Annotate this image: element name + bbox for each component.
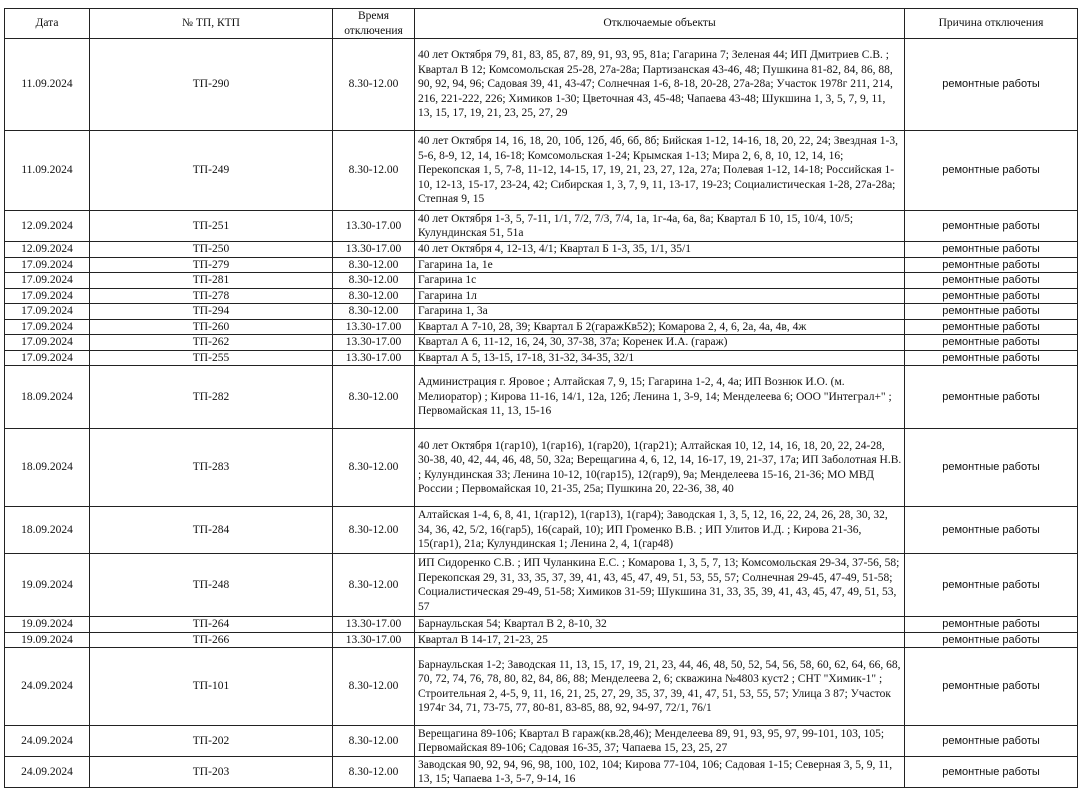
cell-tp: ТП-255 bbox=[90, 350, 333, 366]
cell-date: 17.09.2024 bbox=[5, 319, 90, 335]
cell-objects: Квартал В 14-17, 21-23, 25 bbox=[415, 632, 905, 648]
table-row bbox=[5, 429, 1078, 507]
table-row bbox=[5, 335, 1078, 351]
outage-schedule-table bbox=[4, 8, 1078, 788]
cell-tp: ТП-294 bbox=[90, 304, 333, 320]
cell-tp: ТП-248 bbox=[90, 554, 333, 617]
cell-reason: ремонтные работы bbox=[905, 366, 1078, 429]
cell-tp: ТП-281 bbox=[90, 273, 333, 289]
cell-objects: Заводская 90, 92, 94, 96, 98, 100, 102, 104; Кирова 77-104, 106; Садовая 1-15; Северная 3, 5, 9, 11, 13, 15; Чапаева 1-3, 5-7, 9-14, 16 bbox=[415, 757, 905, 788]
cell-date: 18.09.2024 bbox=[5, 366, 90, 429]
cell-time: 8.30-12.00 bbox=[333, 757, 415, 788]
cell-reason: ремонтные работы bbox=[905, 288, 1078, 304]
cell-date: 17.09.2024 bbox=[5, 288, 90, 304]
cell-time: 8.30-12.00 bbox=[333, 39, 415, 131]
cell-objects: Гагарина 1л bbox=[415, 288, 905, 304]
table-row bbox=[5, 304, 1078, 320]
cell-tp: ТП-262 bbox=[90, 335, 333, 351]
cell-reason: ремонтные работы bbox=[905, 726, 1078, 757]
table-row bbox=[5, 319, 1078, 335]
cell-reason: ремонтные работы bbox=[905, 273, 1078, 289]
cell-time: 8.30-12.00 bbox=[333, 257, 415, 273]
cell-reason: ремонтные работы bbox=[905, 304, 1078, 320]
cell-objects: 40 лет Октября 1-3, 5, 7-11, 1/1, 7/2, 7/3, 7/4, 1а, 1г-4а, 6а, 8а; Квартал Б 10, 15, 10/4, 10/5; Кулундинская 51, 51а bbox=[415, 211, 905, 242]
cell-tp: ТП-278 bbox=[90, 288, 333, 304]
table-row bbox=[5, 211, 1078, 242]
cell-reason: ремонтные работы bbox=[905, 335, 1078, 351]
table-row bbox=[5, 273, 1078, 289]
cell-reason: ремонтные работы bbox=[905, 648, 1078, 726]
cell-time: 13.30-17.00 bbox=[333, 335, 415, 351]
header-tp: № ТП, КТП bbox=[90, 9, 333, 39]
cell-objects: Барнаульская 54; Квартал В 2, 8-10, 32 bbox=[415, 617, 905, 633]
cell-date: 24.09.2024 bbox=[5, 757, 90, 788]
table-row bbox=[5, 257, 1078, 273]
cell-time: 8.30-12.00 bbox=[333, 288, 415, 304]
cell-time: 8.30-12.00 bbox=[333, 304, 415, 320]
cell-date: 11.09.2024 bbox=[5, 39, 90, 131]
header-time: Время отключения bbox=[333, 9, 415, 39]
cell-reason: ремонтные работы bbox=[905, 554, 1078, 617]
cell-time: 8.30-12.00 bbox=[333, 726, 415, 757]
cell-time: 8.30-12.00 bbox=[333, 554, 415, 617]
cell-objects: Алтайская 1-4, 6, 8, 41, 1(гар12), 1(гар13), 1(гар4); Заводская 1, 3, 5, 12, 16, 22, 24, 26, 28, 30, 32, 34, 36, 42, 5/2, 16(гар5), 16(сарай, 10); ИП Громенко В.В. ; ИП Улитов И.Д. ; Кирова 21-36, 15(гар1), 21а; Кулундинская 1; Ленина 2, 4, 1(гар48) bbox=[415, 507, 905, 554]
table-row bbox=[5, 617, 1078, 633]
cell-tp: ТП-284 bbox=[90, 507, 333, 554]
table-row bbox=[5, 757, 1078, 788]
cell-reason: ремонтные работы bbox=[905, 429, 1078, 507]
cell-date: 17.09.2024 bbox=[5, 273, 90, 289]
table-row bbox=[5, 554, 1078, 617]
cell-time: 8.30-12.00 bbox=[333, 648, 415, 726]
cell-time: 8.30-12.00 bbox=[333, 131, 415, 211]
table-row bbox=[5, 726, 1078, 757]
cell-tp: ТП-203 bbox=[90, 757, 333, 788]
cell-date: 12.09.2024 bbox=[5, 242, 90, 258]
cell-tp: ТП-283 bbox=[90, 429, 333, 507]
cell-objects: ИП Сидоренко С.В. ; ИП Чуланкина Е.С. ; Комарова 1, 3, 5, 7, 13; Комсомольская 29-34, 37-56, 58; Перекопская 29, 31, 33, 35, 37, 39, 41, 43, 45, 47, 49, 51, 53, 55, 57; Солнечная 29-45, 47-49, 51-58; Социалистическая 29-49, 51-58; Химиков 31-59; Шукшина 31, 33, 35, 39, 41, 43, 45, 47, 49, 51, 53, 57 bbox=[415, 554, 905, 617]
cell-date: 17.09.2024 bbox=[5, 304, 90, 320]
cell-reason: ремонтные работы bbox=[905, 350, 1078, 366]
cell-tp: ТП-279 bbox=[90, 257, 333, 273]
cell-time: 8.30-12.00 bbox=[333, 429, 415, 507]
table-row bbox=[5, 131, 1078, 211]
cell-date: 18.09.2024 bbox=[5, 429, 90, 507]
table-row bbox=[5, 366, 1078, 429]
header-date: Дата bbox=[5, 9, 90, 39]
table-row bbox=[5, 507, 1078, 554]
cell-reason: ремонтные работы bbox=[905, 242, 1078, 258]
cell-tp: ТП-250 bbox=[90, 242, 333, 258]
cell-tp: ТП-266 bbox=[90, 632, 333, 648]
cell-reason: ремонтные работы bbox=[905, 507, 1078, 554]
cell-objects: Квартал А 7-10, 28, 39; Квартал Б 2(гаражКв52); Комарова 2, 4, 6, 2а, 4а, 4в, 4ж bbox=[415, 319, 905, 335]
cell-time: 13.30-17.00 bbox=[333, 211, 415, 242]
table-row bbox=[5, 648, 1078, 726]
cell-reason: ремонтные работы bbox=[905, 257, 1078, 273]
cell-objects: 40 лет Октября 4, 12-13, 4/1; Квартал Б 1-3, 35, 1/1, 35/1 bbox=[415, 242, 905, 258]
cell-reason: ремонтные работы bbox=[905, 757, 1078, 788]
cell-time: 8.30-12.00 bbox=[333, 507, 415, 554]
cell-tp: ТП-260 bbox=[90, 319, 333, 335]
cell-objects: Верещагина 89-106; Квартал В гараж(кв.28,46); Менделеева 89, 91, 93, 95, 97, 99-101, 103, 105; Первомайская 89-106; Садовая 16-35, 37; Чапаева 15, 23, 25, 27 bbox=[415, 726, 905, 757]
cell-objects: Гагарина 1, 3а bbox=[415, 304, 905, 320]
cell-time: 13.30-17.00 bbox=[333, 617, 415, 633]
cell-tp: ТП-290 bbox=[90, 39, 333, 131]
table-row bbox=[5, 632, 1078, 648]
cell-date: 24.09.2024 bbox=[5, 726, 90, 757]
cell-objects: 40 лет Октября 79, 81, 83, 85, 87, 89, 91, 93, 95, 81а; Гагарина 7; Зеленая 44; ИП Дмитриев С.В. ; Квартал В 12; Комсомольская 25-28, 27а-28а; Партизанская 43-46, 48; Пушкина 81-82, 84, 86, 88, 90, 92, 94, 96; Садовая 39, 41, 43-47; Солнечная 1-6, 8-18, 20-28, 27а-28а; Участок 1978г 211, 214, 216, 221-222, 226; Химиков 1-30; Цветочная 43, 45-48; Чапаева 43-48; Шукшина 1, 3, 5, 7, 9, 11, 13, 15, 17, 19, 21, 23, 25, 27, 29 bbox=[415, 39, 905, 131]
header-reason: Причина отключения bbox=[905, 9, 1078, 39]
cell-time: 13.30-17.00 bbox=[333, 350, 415, 366]
cell-tp: ТП-202 bbox=[90, 726, 333, 757]
cell-tp: ТП-249 bbox=[90, 131, 333, 211]
table-row bbox=[5, 288, 1078, 304]
cell-tp: ТП-282 bbox=[90, 366, 333, 429]
cell-objects: Администрация г. Яровое ; Алтайская 7, 9, 15; Гагарина 1-2, 4, 4а; ИП Вознюк И.О. (м. Мелиоратор) ; Кирова 11-16, 14/1, 12а, 12б; Ленина 1, 3-9, 14; Менделеева 6; ООО "Интеграл+" ; Первомайская 11, 13, 15-16 bbox=[415, 366, 905, 429]
cell-date: 11.09.2024 bbox=[5, 131, 90, 211]
cell-date: 12.09.2024 bbox=[5, 211, 90, 242]
cell-objects: 40 лет Октября 14, 16, 18, 20, 10б, 12б, 4б, 6б, 8б; Бийская 1-12, 14-16, 18, 20, 22, 24; Звездная 1-3, 5-6, 8-9, 12, 14, 16-18; Комсомольская 1-24; Крымская 1-13; Мира 2, 6, 8, 10, 12, 14, 16; Перекопская 1, 5, 7-8, 11-12, 14-15, 17, 19, 21, 23, 27, 12а, 27а; Полевая 1-12, 14-18; Российская 1-10, 12-13, 15-17, 23-24, 42; Сибирская 1, 3, 7, 9, 11, 13-17, 19-23; Социалистическая 1-28, 27а-28а; Степная 9, 15 bbox=[415, 131, 905, 211]
cell-objects: Гагарина 1а, 1е bbox=[415, 257, 905, 273]
cell-time: 13.30-17.00 bbox=[333, 242, 415, 258]
header-row bbox=[5, 9, 1078, 39]
table-row bbox=[5, 39, 1078, 131]
header-objects: Отключаемые объекты bbox=[415, 9, 905, 39]
cell-time: 13.30-17.00 bbox=[333, 319, 415, 335]
cell-objects: 40 лет Октября 1(гар10), 1(гар16), 1(гар20), 1(гар21); Алтайская 10, 12, 14, 16, 18, 20, 22, 24-28, 30-38, 40, 42, 44, 46, 48, 50, 32а; Верещагина 4, 6, 12, 14, 16-17, 19, 21-37, 17а; ИП Заболотная Н.В. ; Кулундинская 33; Ленина 10-12, 10(гар15), 12(гар9), 9а; Менделеева 15-16, 21-36; МО МВД России ; Первомайская 10, 21-35, 25а; Пушкина 20, 22-36, 38, 40 bbox=[415, 429, 905, 507]
cell-date: 19.09.2024 bbox=[5, 554, 90, 617]
table-row bbox=[5, 242, 1078, 258]
cell-time: 13.30-17.00 bbox=[333, 632, 415, 648]
cell-objects: Квартал А 6, 11-12, 16, 24, 30, 37-38, 37а; Коренек И.А. (гараж) bbox=[415, 335, 905, 351]
cell-tp: ТП-101 bbox=[90, 648, 333, 726]
cell-date: 17.09.2024 bbox=[5, 257, 90, 273]
cell-date: 17.09.2024 bbox=[5, 350, 90, 366]
table-row bbox=[5, 350, 1078, 366]
cell-reason: ремонтные работы bbox=[905, 617, 1078, 633]
cell-objects: Квартал А 5, 13-15, 17-18, 31-32, 34-35, 32/1 bbox=[415, 350, 905, 366]
cell-reason: ремонтные работы bbox=[905, 131, 1078, 211]
cell-reason: ремонтные работы bbox=[905, 39, 1078, 131]
cell-date: 17.09.2024 bbox=[5, 335, 90, 351]
cell-date: 19.09.2024 bbox=[5, 632, 90, 648]
cell-date: 19.09.2024 bbox=[5, 617, 90, 633]
cell-time: 8.30-12.00 bbox=[333, 273, 415, 289]
cell-tp: ТП-264 bbox=[90, 617, 333, 633]
cell-tp: ТП-251 bbox=[90, 211, 333, 242]
cell-reason: ремонтные работы bbox=[905, 632, 1078, 648]
cell-reason: ремонтные работы bbox=[905, 211, 1078, 242]
cell-reason: ремонтные работы bbox=[905, 319, 1078, 335]
cell-objects: Гагарина 1с bbox=[415, 273, 905, 289]
cell-time: 8.30-12.00 bbox=[333, 366, 415, 429]
cell-date: 18.09.2024 bbox=[5, 507, 90, 554]
cell-date: 24.09.2024 bbox=[5, 648, 90, 726]
cell-objects: Барнаульская 1-2; Заводская 11, 13, 15, 17, 19, 21, 23, 44, 46, 48, 50, 52, 54, 56, 58, 60, 62, 64, 66, 68, 70, 72, 74, 76, 78, 80, 82, 84, 86, 88; Менделеева 2, 6; скважина №4803 куст2 ; СНТ "Химик-1" ; Строительная 2, 4-5, 9, 11, 16, 21, 25, 27, 29, 35, 37, 39, 41, 47, 51, 53, 55, 57; Улица 3 87; Участок 1974г 34, 71, 73-75, 77, 80-81, 83-85, 88, 92, 94-97, 72/1, 76/1 bbox=[415, 648, 905, 726]
